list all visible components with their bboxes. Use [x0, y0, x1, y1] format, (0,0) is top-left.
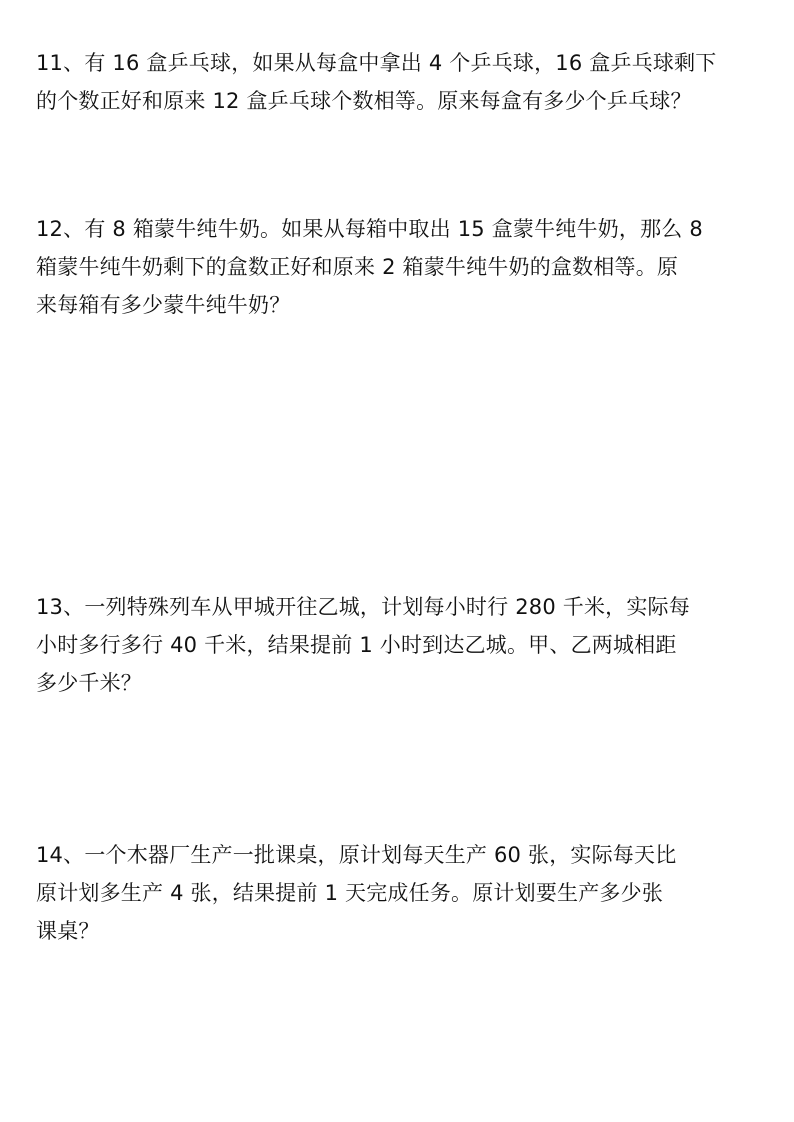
- problem-12: [36, 210, 762, 324]
- problem-12-line-2: 箱蒙牛纯牛奶剩下的盒数正好和原来 2 箱蒙牛纯牛奶的盒数相等。原: [36, 255, 679, 279]
- problem-14: [36, 836, 762, 950]
- problem-14-line-2: 原计划多生产 4 张，结果提前 1 天完成任务。原计划要生产多少张: [36, 881, 664, 905]
- problem-14-line-1: 14、一个木器厂生产一批课桌，原计划每天生产 60 张，实际每天比: [36, 843, 677, 867]
- problem-14-line-3: 课桌？: [36, 919, 100, 943]
- problem-11-line-2: 的个数正好和原来 12 盒乒乓球个数相等。原来每盒有多少个乒乓球？: [36, 89, 692, 113]
- problem-12-line-1: 12、有 8 箱蒙牛纯牛奶。如果从每箱中取出 15 盒蒙牛纯牛奶，那么 8: [36, 217, 703, 241]
- problem-13-line-1: 13、一列特殊列车从甲城开往乙城，计划每小时行 280 千米，实际每: [36, 595, 690, 619]
- problem-13: [36, 588, 762, 702]
- problem-11: [36, 44, 762, 120]
- problem-12-line-3: 来每箱有多少蒙牛纯牛奶？: [36, 293, 291, 317]
- problem-13-line-3: 多少千米？: [36, 671, 142, 695]
- problem-11-line-1: 11、有 16 盒乒乓球，如果从每盒中拿出 4 个乒乓球，16 盒乒乓球剩下: [36, 51, 717, 75]
- problem-13-line-2: 小时多行多行 40 千米，结果提前 1 小时到达乙城。甲、乙两城相距: [36, 633, 677, 657]
